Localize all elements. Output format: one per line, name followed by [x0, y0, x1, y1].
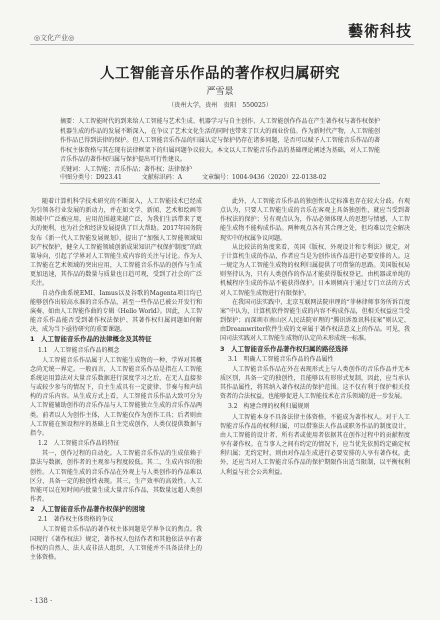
paragraph: 人工智能音乐作品在外在表现形式上与人类创作的音乐作品并无本质区别，具备一定的独创性，且能够以有形形式复制，因此，应当承认其作品属性，将其纳入著作权法的保护范围。这不仅有利于保护相关投资者的合法权益，也能够促进人工智能技术在音乐领域的进一步发展。 — [220, 365, 410, 401]
paragraph: 此外，人工智能音乐作品的独创性认定标准也存在较大分歧。有观点认为，只要人工智能生成的音乐在客观上具备独创性，就应当受到著作权法的保护；另有观点认为，作品必须体现人的思想与情感，人工智能生成物不能构成作品。两种观点各有其合理之处，但均难以完全解决现实中的权属争议问题。 — [220, 198, 410, 242]
paragraph: 从比较法的角度来看，英国《版权、外观设计和专利法》规定，对于计算机生成的作品，作者应当是为创作该作品进行必要安排的人。这一规定为人工智能生成物的权利归属提供了可借鉴的思路。美国版权局则坚持认为，只有人类创作的作品才能获得版权登记，由机器或单纯的机械程序生成的作品不能获得保护。日本则倾向于通过专门立法的方式对人工智能生成物进行有限保护。 — [220, 243, 410, 297]
author-affiliation: （贵州大学，贵州 贵阳 550025） — [167, 102, 273, 109]
running-header — [30, 18, 414, 45]
subsection-heading: 1.1 人工智能音乐作品的概念 — [38, 346, 120, 354]
paragraph: 在我国司法实践中，北京互联网法院审理的“菲林律师事务所诉百度案”中认为，计算机软件智能生成的内容不构成作品，但相关权益应当受到保护；而深圳市南山区人民法院审理的“腾讯诉盈讯科技案”则认定，由Dreamwriter软件生成的文章属于著作权法意义上的作品。可见，我国司法实践对人工智能生成物的认定尚未形成统一标准。 — [220, 298, 410, 343]
paragraph: 其一，创作过程的自动化。人工智能音乐作品的生成依赖于算法与数据，创作者的主观参与程度较低。其二，生成内容的独创性。人工智能生成的音乐作品在外观上与人类创作的作品难以区分，具备一定的独创性表现。其三，生产效率的高效性。人工智能可以在短时间内批量生成大量音乐作品，其数量远超人类创作者。 — [30, 450, 202, 503]
section-heading: 1 人工智能音乐作品的法律概念及其特征 — [30, 335, 152, 344]
document-code: 文献标识码：A — [141, 174, 183, 181]
keywords: 关键词：人工智能；音乐作品；著作权；法律保护 — [60, 166, 193, 173]
article-number: 文章编号：1004-9436（2020）22-0138-02 — [202, 174, 327, 181]
subsection-heading: 2.1 著作权主体资格的争议 — [38, 516, 114, 524]
left-column — [30, 197, 202, 562]
paragraph: 人工智能音乐作品的著作权主体问题是学界争议的焦点。我国现行《著作权法》规定，著作权人包括作者和其他依法享有著作权的自然人、法人或非法人组织，人工智能并不具备法律上的主体资格。 — [30, 526, 202, 561]
classification-line — [60, 173, 380, 182]
subsection-heading: 3.2 构建合理的权利归属规则 — [228, 403, 310, 411]
clc-number: 中图分类号：D923.41 — [60, 174, 122, 181]
section-label: ◎文化产业◎ — [34, 34, 75, 42]
author-name: 严雪景 — [206, 87, 234, 97]
journal-logo: 藝術科技 — [347, 22, 412, 40]
section-heading: 3 人工智能音乐作品著作权归属的路径选择 — [220, 344, 349, 353]
paragraph: 人工智能本身不具备法律主体资格，不能成为著作权人。对于人工智能音乐作品的权利归属，可以借鉴法人作品或职务作品的制度设计，由人工智能的设计者、所有者或使用者依据其在创作过程中的贡献程度享有著作权。在当事人之间有约定的情况下，应当优先依照约定确定权利归属；无约定时，则由对作品生成进行必要安排的人享有著作权。此外，还应当对人工智能音乐作品的保护期限作出适当限制，以平衡权利人利益与社会公共利益。 — [220, 413, 410, 476]
paragraph: 自动作曲系统EMI、Iamus以及谷歌的Magenta项目均已能够创作出较高水准的音乐作品，甚至一些作品已被公开发行和演奏，如由人工智能作曲的专辑《Hello World》。因此，人工智能音乐作品能否受到著作权法保护、其著作权归属问题如何解决，成为当下亟待研究的重要课题。 — [30, 289, 202, 334]
section-heading: 2 人工智能音乐作品著作权保护的困境 — [30, 505, 146, 514]
paragraph: 随着计算机科学技术研究的不断深入，人工智能技术已经成为引领各行业发展的新动力，并在如文学、新闻、艺术和绘画等领域中广泛被应用，应用范围越来越广泛，为我们生活带来了更大的便利，也为社会和经济发展提供了巨大帮助。2017年国务院发布《新一代人工智能发展规划》，提出了“加强人工智能领域知识产权保护，健全人工智能领域创新成果知识产权保护制度”的政策导向，引起了学界对人工智能生成内容的关注与讨论。作为人工智能在艺术领域的突出应用，人工智能音乐作品的创作与生成更加迅速，其作品的数量与质量也日趋可观，受到了社会的广泛关注。 — [30, 198, 202, 288]
subsection-heading: 3.1 明确人工智能音乐作品的作品属性 — [228, 355, 334, 363]
subsection-heading: 1.2 人工智能音乐作品的特征 — [38, 440, 120, 448]
abstract: 摘要：人工智能时代的到来给人工智能与艺术生成、机器学习与自主创作、人工智能创作作品在产生著作权与著作权保护机器生成的作品的发展不断深入，在争议了艺术文化生活的同时也带来了巨大的商业价值。作为新时代产物，人工智能创作作品已得到法律的保护。但人工智能音乐作品的归属认定与保护仍存在诸多问题，是否可以赋予人工智能音乐作品的著作权主体资格与其在现有法律框架下的归属问题争议较大。本文以人工智能音乐作品的基础理论阐述为基础，对人工智能音乐作品的著作权归属与保护提出可行性建议。 — [60, 118, 380, 164]
paper-title: 人工智能音乐作品的著作权归属研究 — [100, 66, 340, 82]
paragraph: 人工智能音乐作品属于人工智能生成物的一种，学界对其概念尚无统一界定。一般而言，人工智能音乐作品是指在人工智能系统运用算法对大量音乐数据进行深度学习之后，在无人直接参与或较少参与的情况下，自主生成具有一定旋律、节奏与和声结构的音乐内容。从生成方式上看，人工智能音乐作品大致可分为人工智能辅助创作的音乐作品与人工智能独立生成的音乐作品两类。前者以人为创作主体，人工智能仅作为创作工具；后者则由人工智能在预设程序的基础上自主完成创作，人类仅提供数据与指令。 — [30, 356, 202, 437]
divider-rule — [60, 183, 380, 184]
right-column — [220, 197, 410, 477]
page-number: · 138 · — [30, 597, 53, 605]
